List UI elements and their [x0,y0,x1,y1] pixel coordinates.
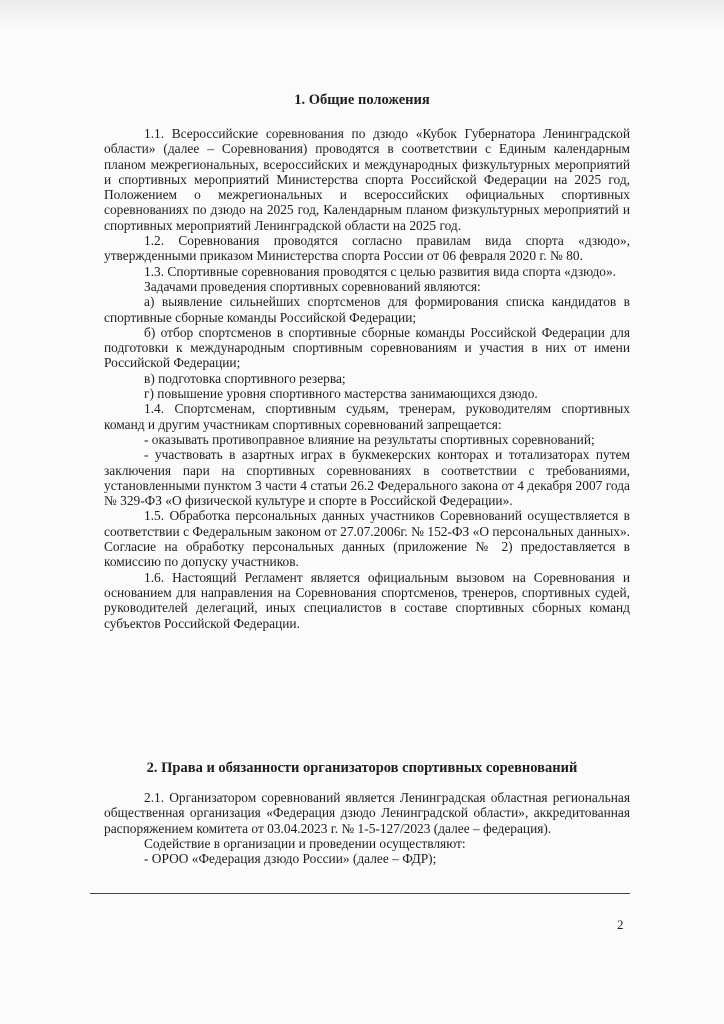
task-g: г) повышение уровня спортивного мастерства занимающихся дзюдо. [144,386,538,402]
paragraph-1-2: 1.2. Соревнования проводятся согласно правилам вида спорта «дзюдо», утвержденными приказом Министерства спорта России от 06 февраля 2020 г. № 80. [104,233,630,264]
ban-item-2: - участвовать в азартных играх в букмекерских конторах и тотализаторах путем заключения пари на спортивных соревнованиях в соответствии с требованиями, установленными пунктом 3 части 4 статьи 26.2 Федерального закона от 4 декабря 2007 года № 329-ФЗ «О физической культуре и спорте в Российской Федерации». [104,447,630,509]
paragraph-1-1: 1.1. Всероссийские соревнования по дзюдо «Кубок Губернатора Ленинградской области» (далее – Соревнования) проводятся в соответствии с Единым календарным планом межрегиональных, всероссийских и международных физкультурных мероприятий и спортивных мероприятий Министерства спорта Российской Федерации на 2025 год, Положением о межрегиональных и всероссийских официальных спортивных соревнованиях по дзюдо на 2025 год, Календарным планом физкультурных мероприятий и спортивных мероприятий Ленинградской области на 2025 год. [104,126,630,233]
ban-item-1: - оказывать противоправное влияние на результаты спортивных соревнований; [144,431,595,447]
tasks-intro: Задачами проведения спортивных соревнований являются: [144,278,481,294]
section-1-title: 1. Общие положения [294,92,430,108]
paragraph-1-6: 1.6. Настоящий Регламент является официальным вызовом на Соревнования и основанием для направления на Соревнования спортсменов, тренеров, спортивных судей, руководителей делегаций, иных специалистов в составе спортивных сборных команд субъектов Российской Федерации. [104,569,630,631]
task-b: б) отбор спортсменов в спортивные сборные команды Российской Федерации для подготовки к международным спортивным соревнованиям и участия в них от имени Российской Федерации; [104,324,630,371]
page-number: 2 [617,917,624,932]
task-v: в) подготовка спортивного резерва; [144,370,346,386]
paragraph-2-1: 2.1. Организатором соревнований является Ленинградская областная региональная общественная организация «Федерация дзюдо Ленинградской области», аккредитованная распоряжением комитета от 03.04.2023 г. № 1-5-127/2023 (далее – федерация). [104,790,630,836]
paragraph-1-4: 1.4. Спортсменам, спортивным судьям, тренерам, руководителям спортивных команд и другим участникам спортивных соревнований запрещается: [104,401,630,432]
scan-edge-shadow [0,0,724,30]
paragraph-1-5: 1.5. Обработка персональных данных участников Соревнований осуществляется в соответствии с Федеральным законом от 27.07.2006г. № 152-ФЗ «О персональных данных». Согласие на обработку персональных данных (приложение № 2) предоставляется в комиссию по допуску участников. [104,508,630,570]
assist-intro: Содействие в организации и проведении осуществляют: [144,835,466,851]
section-1-body [104,126,630,631]
section-2-body [104,790,630,866]
footer-divider [90,893,630,894]
task-a: а) выявление сильнейших спортсменов для формирования списка кандидатов в спортивные сборные команды Российской Федерации; [104,294,630,325]
paragraph-1-3: 1.3. Спортивные соревнования проводятся с целью развития вида спорта «дзюдо». [144,263,617,279]
assist-item-1: - ОРОО «Федерация дзюдо России» (далее – ФДР); [144,851,437,867]
section-2-title: 2. Права и обязанности организаторов спортивных соревнований [146,760,578,776]
